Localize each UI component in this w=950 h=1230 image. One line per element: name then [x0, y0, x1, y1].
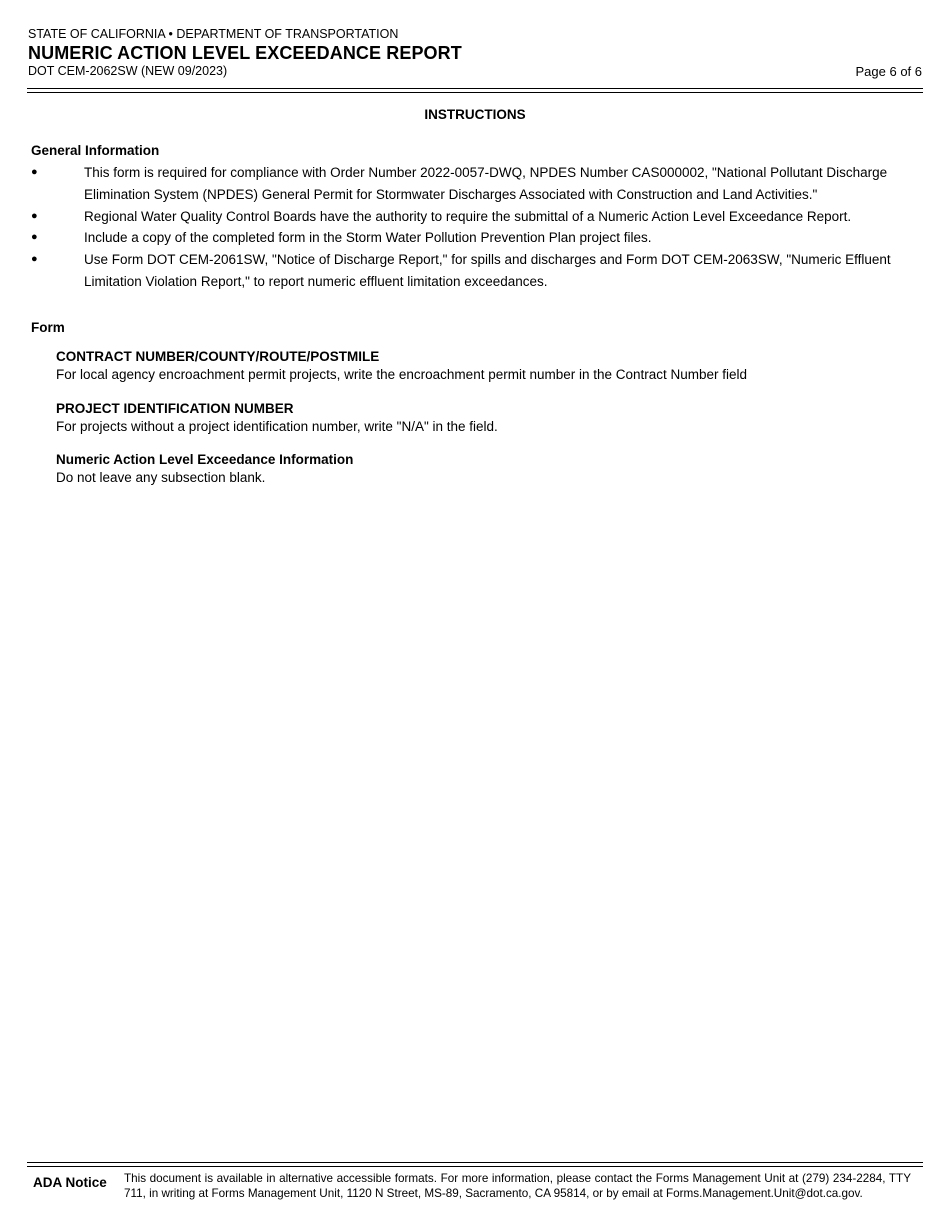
list-item-text: Use Form DOT CEM-2061SW, "Notice of Discharge Report," for spills and discharges and Form DOT CEM-2063SW, "Numeric Effluent Limitation Violation Report," to report numeric effluent limitation exceedances. — [84, 252, 891, 289]
form-number-row — [28, 64, 922, 79]
list-item-text: Regional Water Quality Control Boards have the authority to require the submittal of a Numeric Action Level Exceedance Report. — [84, 208, 852, 224]
form-heading: Form — [31, 320, 65, 335]
list-item — [31, 227, 911, 249]
list-item — [31, 162, 911, 206]
bullet-icon: ● — [31, 209, 38, 222]
general-information-heading: General Information — [31, 143, 160, 158]
document-header — [28, 27, 922, 79]
footer-divider — [27, 1162, 923, 1167]
list-item-text: This form is required for compliance with Order Number 2022-0057-DWQ, NPDES Number CAS000002, "National Pollutant Discharge Elimination System (NPDES) General Permit for Stormwater Discharges Associated with Construction and Land Activities." — [84, 165, 888, 202]
list-item-text: Include a copy of the completed form in the Storm Water Pollution Prevention Plan project files. — [84, 230, 652, 246]
form-section-exceedance-info — [56, 451, 916, 487]
ada-notice-text: This document is available in alternative accessible formats. For more information, please contact the Forms Management Unit at (279) 234-2284, TTY 711, in writing at Forms Management Unit, 1120 N Street, MS-89, Sacramento, CA 95814, or by email at Forms.Management.Unit@dot.ca.gov. — [124, 1172, 911, 1200]
list-item — [31, 249, 911, 293]
page-number: Page 6 of 6 — [855, 64, 922, 79]
header-divider — [27, 88, 923, 93]
form-section-body: Do not leave any subsection blank. — [56, 470, 266, 485]
ada-notice-label: ADA Notice — [33, 1175, 107, 1190]
form-section-contract-number — [56, 348, 916, 384]
bullet-icon: ● — [31, 253, 38, 266]
instructions-heading: INSTRUCTIONS — [424, 107, 526, 122]
form-section-title: PROJECT IDENTIFICATION NUMBER — [56, 401, 294, 416]
form-section-project-id — [56, 400, 916, 436]
form-number: DOT CEM-2062SW (NEW 09/2023) — [28, 64, 228, 78]
bullet-icon: ● — [31, 231, 38, 244]
list-item — [31, 206, 911, 228]
form-section-title: CONTRACT NUMBER/COUNTY/ROUTE/POSTMILE — [56, 349, 380, 364]
bullet-icon: ● — [31, 166, 38, 178]
form-section-body: For projects without a project identification number, write "N/A" in the field. — [56, 419, 498, 434]
general-information-list — [31, 162, 911, 293]
form-title: NUMERIC ACTION LEVEL EXCEEDANCE REPORT — [28, 43, 462, 63]
form-section-title: Numeric Action Level Exceedance Information — [56, 452, 354, 467]
form-section-body: For local agency encroachment permit projects, write the encroachment permit number in the Contract Number field — [56, 367, 748, 382]
agency-name: STATE OF CALIFORNIA • DEPARTMENT OF TRANSPORTATION — [28, 27, 399, 41]
